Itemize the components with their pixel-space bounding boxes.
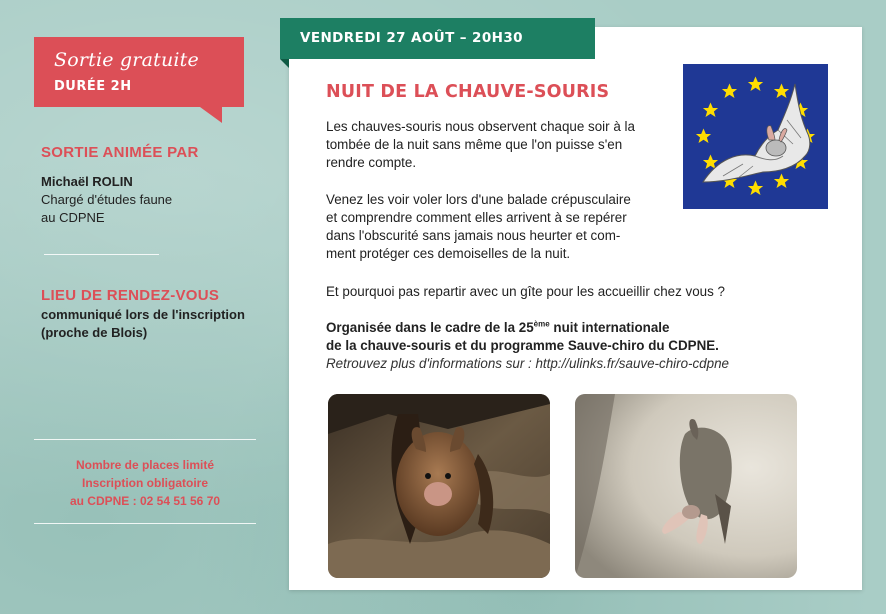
- long-eared-bat-photo: [575, 394, 797, 578]
- registration-line1: Nombre de places limité: [75, 458, 215, 472]
- organisation-paragraph: [326, 319, 719, 355]
- badge-title: Sortie gratuite: [54, 49, 199, 71]
- intro-paragraph: Les chauves-souris nous observent chaque soir à la tombée de la nuit sans même que l'on puisse s'en rendre compte.: [326, 119, 635, 170]
- registration-line2: Inscription obligatoire: [81, 476, 208, 490]
- event-date: VENDREDI 27 AOÛT – 20H30: [300, 30, 523, 46]
- guide-heading: SORTIE ANIMÉE PAR: [41, 144, 199, 161]
- guide-role-line1: Chargé d'études faune: [41, 192, 173, 207]
- eu-star-icon: [748, 181, 763, 196]
- eu-star-icon: [748, 77, 763, 92]
- event-title: NUIT DE LA CHAUVE-SOURIS: [326, 82, 610, 102]
- sidebar-divider: [44, 254, 159, 255]
- eu-star-icon: [722, 84, 737, 99]
- organisation-line1: Organisée dans le cadre de la 25ème nuit internationale: [326, 319, 670, 335]
- guide-role-line2: au CDPNE: [41, 210, 105, 225]
- shelter-paragraph: Et pourquoi pas repartir avec un gîte pour les accueillir chez vous ?: [326, 284, 725, 299]
- meeting-line1: communiqué lors de l'inscription: [41, 307, 245, 322]
- meeting-heading: LIEU DE RENDEZ-VOUS: [41, 287, 220, 304]
- meeting-line2: (proche de Blois): [41, 325, 148, 340]
- eu-star-icon: [703, 103, 718, 118]
- organisation-line2: de la chauve-souris et du programme Sauve-chiro du CDPNE.: [326, 338, 719, 353]
- eu-star-icon: [696, 129, 711, 144]
- description-paragraph: Venez les voir voler lors d'une balade crépusculaire et comprendre comment elles arrivent à se repérer dans l'obscurité sans jamais nous heurter et com- ment protéger ces demoiselles de la nuit.: [326, 192, 631, 261]
- more-info-link[interactable]: Retrouvez plus d'informations sur : http://ulinks.fr/sauve-chiro-cdpne: [326, 356, 729, 371]
- badge-duration: DURÉE 2H: [54, 79, 132, 94]
- eu-flag-icon: [683, 64, 828, 209]
- registration-divider-top: [34, 439, 256, 440]
- eu-star-icon: [774, 174, 789, 189]
- eu-star-icon: [774, 84, 789, 99]
- bat-illustration: [703, 84, 810, 182]
- guide-name: Michaël ROLIN: [41, 174, 133, 189]
- meeting-info: [41, 306, 245, 342]
- guide-info: [41, 173, 172, 227]
- registration-divider-bottom: [34, 523, 256, 524]
- free-outing-badge: [34, 37, 244, 107]
- date-banner: [280, 18, 595, 59]
- registration-info: [40, 456, 250, 510]
- registration-phone: au CDPNE : 02 54 51 56 70: [69, 494, 221, 508]
- horseshoe-bat-photo: [328, 394, 550, 578]
